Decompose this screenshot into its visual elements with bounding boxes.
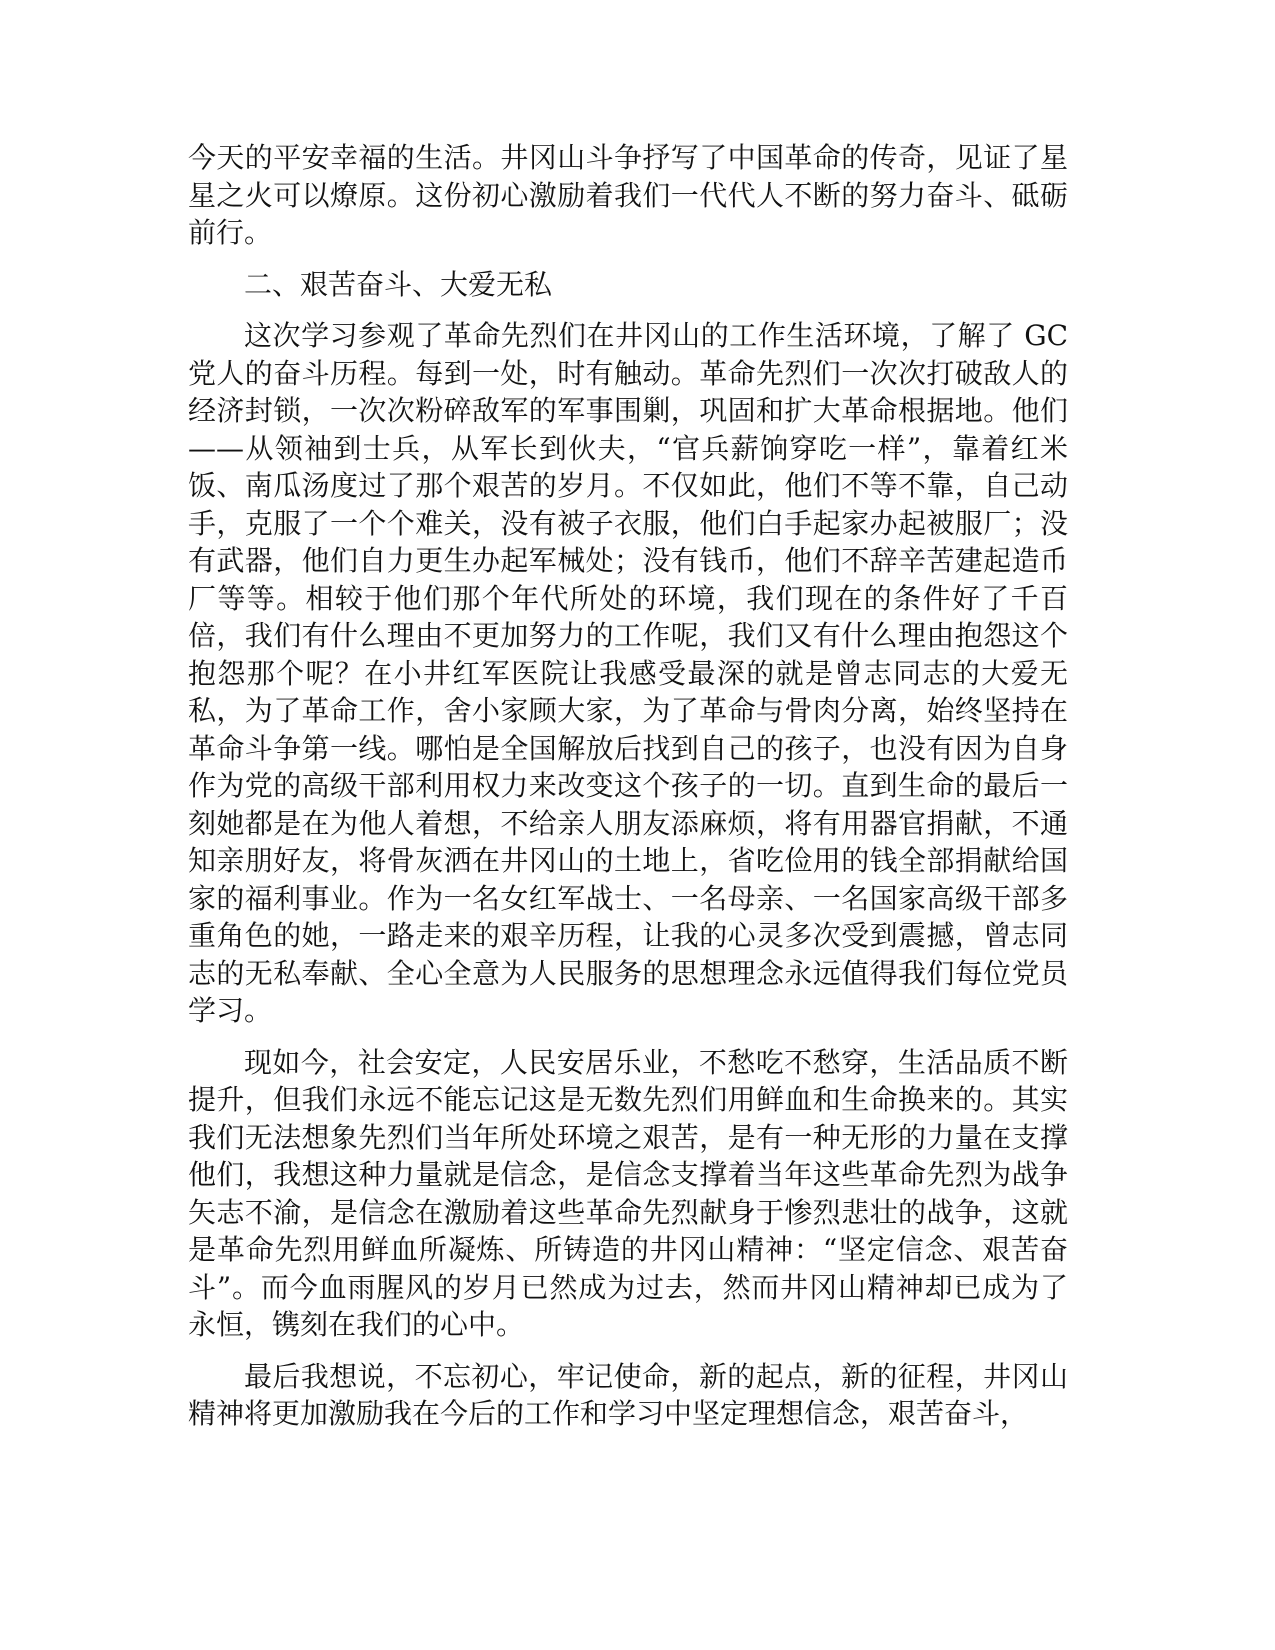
- document-body: [188, 139, 1068, 1447]
- paragraph-study-visit: 这次学习参观了革命先烈们在井冈山的工作生活环境，了解了 GC 党人的奋斗历程。每到一处，时有触动。革命先烈们一次次打破敌人的经济封锁，一次次粉碎敌军的军事围剿，巩固和扩大革命根据地。他们——从领袖到士兵，从军长到伙夫，“官兵薪饷穿吃一样”，靠着红米饭、南瓜汤度过了那个艰苦的岁月。不仅如此，他们不等不靠，自己动手，克服了一个个难关，没有被子衣服，他们白手起家办起被服厂；没有武器，他们自力更生办起军械处；没有钱币，他们不辞辛苦建起造币厂等等。相较于他们那个年代所处的环境，我们现在的条件好了千百倍，我们有什么理由不更加努力的工作呢，我们又有什么理由抱怨这个抱怨那个呢？在小井红军医院让我感受最深的就是曾志同志的大爱无私，为了革命工作，舍小家顾大家，为了革命与骨肉分离，始终坚持在革命斗争第一线。哪怕是全国解放后找到自己的孩子，也没有因为自身作为党的高级干部利用权力来改变这个孩子的一切。直到生命的最后一刻她都是在为他人着想，不给亲人朋友添麻烦，将有用器官捐献，不通知亲朋好友，将骨灰洒在井冈山的土地上，省吃俭用的钱全部捐献给国家的福利事业。作为一名女红军战士、一名母亲、一名国家高级干部多重角色的她，一路走来的艰辛历程，让我的心灵多次受到震撼，曾志同志的无私奉献、全心全意为人民服务的思想理念永远值得我们每位党员学习。: [188, 319, 1068, 1027]
- section-heading: 二、艰苦奋斗、大爱无私: [244, 267, 553, 301]
- paragraph-present-day: 现如今，社会安定，人民安居乐业，不愁吃不愁穿，生活品质不断提升，但我们永远不能忘记这是无数先烈们用鲜血和生命换来的。其实我们无法想象先烈们当年所处环境之艰苦，是有一种无形的力量在支撑他们，我想这种力量就是信念，是信念支撑着当年这些革命先烈为战争矢志不渝，是信念在激励着这些革命先烈献身于惨烈悲壮的战争，这就是革命先烈用鲜血所凝炼、所铸造的井冈山精神：“坚定信念、艰苦奋斗”。而今血雨腥风的岁月已然成为过去，然而井冈山精神却已成为了永恒，镌刻在我们的心中。: [188, 1045, 1068, 1341]
- paragraph-continuation: 今天的平安幸福的生活。井冈山斗争抒写了中国革命的传奇，见证了星星之火可以燎原。这份初心激励着我们一代代人不断的努力奋斗、砥砺前行。: [188, 141, 1068, 249]
- paragraph-conclusion: 最后我想说，不忘初心，牢记使命，新的起点，新的征程，井冈山精神将更加激励我在今后的工作和学习中坚定理想信念，艰苦奋斗，: [188, 1359, 1068, 1430]
